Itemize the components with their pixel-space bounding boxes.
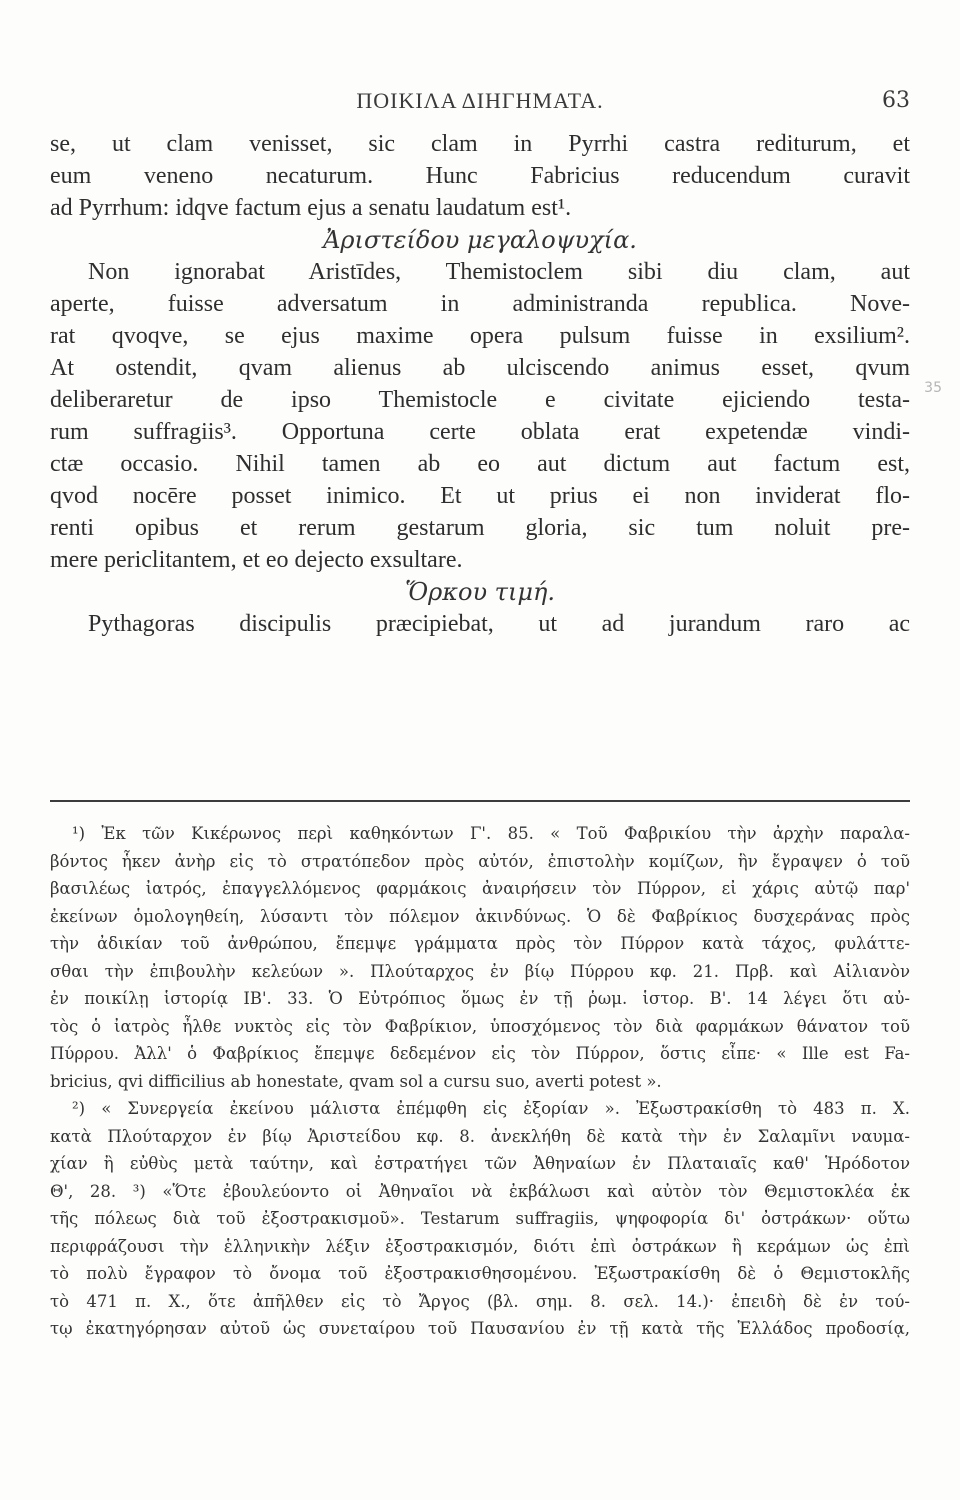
main-text-block [50, 128, 910, 640]
text-line: rat qvoqve, se ejus maxime opera pulsum fuisse in exsilium². [50, 323, 910, 349]
footnote-line: Θ', 28. ³) «Ὅτε ἐβουλεύοντο οἱ Ἀθηναῖοι νὰ ἐκβάλωσι καὶ αὐτὸν τὸν Θεμιστοκλέα ἐκ [50, 1181, 910, 1201]
footnote-line: κατὰ Πλούταρχον ἐν βίῳ Ἀριστείδου κφ. 8. ἀνεκλήθη δὲ κατὰ τὴν ἐν Σαλαμῖνι ναυμα- [50, 1126, 910, 1146]
margin-annotation: 35 [924, 380, 942, 396]
text-line: mere periclitantem, et eo dejecto exsultare. [50, 547, 463, 573]
section-heading: Ἀριστείδου μεγαλοψυχία. [323, 226, 637, 254]
footnote-line: τὸ πολὺ ἔγραφον τὸ ὄνομα τοῦ ἐξοστρακισθησομένου. Ἐξωστρακίσθη δὲ ὁ Θεμιστοκλῆς [50, 1264, 910, 1283]
running-title: ΠΟΙΚΙΛΑ ΔΙΗΓΗΜΑΤΑ. [356, 88, 604, 113]
footnote-line: τῳ ἐκατηγόρησαν αὐτοῦ ὡς συνεταίρου τοῦ Παυσανίου ἐν τῇ κατὰ τῆς Ἑλλάδος προδοσίᾳ, [50, 1319, 910, 1338]
footnote-line: Πύρρου. Ἀλλ' ὁ Φαβρίκιος ἔπεμψε δεδεμένον εἰς τὸν Πύρρον, ὅστις εἶπε· « Ille est Fa- [50, 1044, 910, 1063]
text-line: Non ignorabat Aristīdes, Themistoclem sibi diu clam, aut [88, 259, 910, 285]
footnote-line: σθαι τὴν ἐπιβουλὴν κελεύων ». Πλούταρχος ἐν βίῳ Πύρρου κφ. 21. Πρβ. καὶ Αἰλιανὸν [50, 961, 910, 981]
footnote-line: ἐκείνων ὁμολογηθείη, λύσαντι τὸν πόλεμον ἀκινδύνως. Ὁ δὲ Φαβρίκιος δυσχεράνας πρὸς [50, 906, 910, 926]
page-number: 63 [882, 88, 910, 113]
text-line: aperte, fuisse adversatum in administranda republica. Nove- [50, 291, 910, 317]
footnote-rule [50, 800, 910, 802]
section-heading: Ὅρκου τιμή. [405, 578, 555, 606]
text-line: Pythagoras discipulis præcipiebat, ut ad jurandum raro ac [88, 611, 910, 637]
footnote-line: βασιλέως ἰατρός, ἐπαγγελλόμενος φαρμάκοις ἀναιρήσειν τὸν Πύρρον, εἰ χάρις αὐτῷ παρ' [50, 879, 910, 898]
text-line: ad Pyrrhum: idqve factum ejus a senatu laudatum est¹. [50, 195, 572, 221]
footnote-line: τὴν ἀδικίαν τοῦ ἀνθρώπου, ἔπεμψε γράμματα πρὸς τὸν Πύρρον κατὰ τάχος, φυλάττε- [50, 934, 910, 953]
footnote-line: περιφράζουσι τὴν ἑλληνικὴν λέξιν ἐξοστρακισμόν, διότι ἐπὶ ὀστράκων ἢ κεράμων ὡς ἐπὶ [50, 1236, 910, 1256]
footnote-line: ἐν ποικίλῃ ἱστορίᾳ ΙΒ'. 33. Ὁ Εὐτρόπιος ὅμως ἐν τῇ ῥωμ. ἱστορ. Β'. 14 λέγει ὅτι αὐ- [50, 989, 910, 1008]
footnote-line: bricius, qvi difficilius ab honestate, qvam sol a cursu suo, averti potest ». [50, 1071, 662, 1091]
footnote-line: τὸ 471 π. Χ., ὅτε ἀπῆλθεν εἰς τὸ Ἄργος (βλ. σημ. 8. σελ. 14.)· ἐπειδὴ δὲ ἐν τού- [50, 1291, 910, 1311]
text-line: renti opibus et rerum gestarum gloria, sic tum noluit pre- [50, 515, 910, 541]
text-line: rum suffragiis³. Opportuna certe oblata erat expetendæ vindi- [50, 419, 910, 445]
text-line: deliberaretur de ipso Themistocle e civitate ejiciendo testa- [50, 387, 910, 413]
footnote-line: βόντος ἧκεν ἀνὴρ εἰς τὸ στρατόπεδον πρὸς αὐτόν, ἐπιστολὴν κομίζων, ἣν ἔγραψεν ὁ τοῦ [50, 851, 910, 871]
footnote-line: ¹) Ἐκ τῶν Κικέρωνος περὶ καθηκόντων Γ'. 85. « Τοῦ Φαβρικίου τὴν ἀρχὴν παραλα- [72, 824, 910, 843]
text-line: ctæ occasio. Nihil tamen ab eo aut dictum aut factum est, [50, 451, 910, 477]
running-head [50, 88, 910, 118]
footnote-line: ²) « Συνεργεία ἐκείνου μάλιστα ἐπέμφθη εἰς ἐξορίαν ». Ἐξωστρακίσθη τὸ 483 π. Χ. [72, 1099, 910, 1118]
text-line: At ostendit, qvam alienus ab ulciscendo animus esset, qvum [50, 355, 910, 381]
text-line: se, ut clam venisset, sic clam in Pyrrhi castra rediturum, et [50, 131, 910, 157]
footnote-line: τὸς ὁ ἰατρὸς ἦλθε νυκτὸς εἰς τὸν Φαβρίκιον, ὑποσχόμενος τὸν διὰ φαρμάκων θάνατον τοῦ [50, 1016, 910, 1036]
text-line: eum veneno necaturum. Hunc Fabricius reducendum curavit [50, 163, 910, 189]
footnote-line: τῆς πόλεως διὰ τοῦ ἐξοστρακισμοῦ». Testarum suffragiis, ψηφοφορία δι' ὀστράκων· οὕτω [50, 1209, 910, 1228]
text-line: qvod nocēre posset inimico. Et ut prius ei non inviderat flo- [50, 483, 910, 509]
footnotes-block [50, 820, 910, 1343]
footnote-line: χίαν ἢ εὐθὺς μετὰ ταύτην, καὶ ἐστρατήγει τῶν Ἀθηναίων ἐν Πλαταιαῖς καθ' Ἡρόδοτον [50, 1154, 910, 1173]
